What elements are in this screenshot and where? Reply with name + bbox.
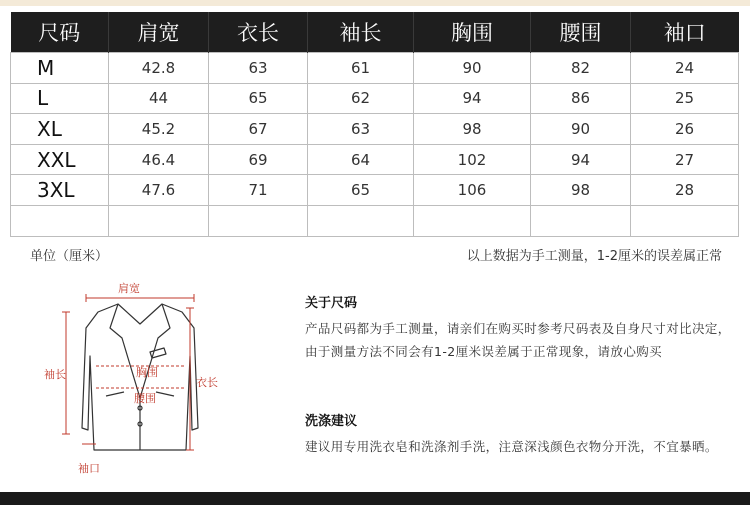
header-sleeve: 袖长 [308,12,414,53]
size-cell: XL [11,114,109,145]
table-cell [631,205,739,236]
unit-note: 单位（厘米） [30,249,109,264]
table-row [11,114,739,145]
table-row-empty [11,205,739,236]
table-cell: 61 [308,53,414,84]
table-cell: 28 [631,175,739,206]
table-cell [531,205,631,236]
size-cell: L [11,83,109,114]
table-cell: 46.4 [109,144,209,175]
table-cell [109,205,209,236]
label-length: 衣长 [196,376,218,389]
table-row [11,53,739,84]
bottom-bar [0,492,750,505]
label-cuff: 袖口 [78,462,100,475]
table-cell: 42.8 [109,53,209,84]
table-cell: 47.6 [109,175,209,206]
size-cell: M [11,53,109,84]
table-cell: 26 [631,114,739,145]
table-cell: 69 [209,144,308,175]
table-cell: 106 [414,175,531,206]
table-cell: 71 [209,175,308,206]
table-cell: 45.2 [109,114,209,145]
table-cell: 94 [531,144,631,175]
table-cell: 65 [308,175,414,206]
table-row [11,175,739,206]
measurement-note: 以上数据为手工测量，1-2厘米的误差属正常 [466,249,722,264]
table-cell: 90 [414,53,531,84]
header-length: 衣长 [209,12,308,53]
label-shoulder: 肩宽 [118,282,140,295]
table-cell: 44 [109,83,209,114]
table-cell: 94 [414,83,531,114]
size-cell: 3XL [11,175,109,206]
table-cell: 90 [531,114,631,145]
size-cell: XXL [11,144,109,175]
header-cuff: 袖口 [631,12,739,53]
header-chest: 胸围 [414,12,531,53]
table-cell [11,205,109,236]
table-cell: 98 [414,114,531,145]
label-waist: 腰围 [134,392,156,405]
label-chest: 胸围 [136,366,158,379]
table-row [11,83,739,114]
jacket-diagram [40,278,240,478]
label-sleeve: 袖长 [44,368,66,381]
wash-info-block [305,410,735,458]
table-cell: 67 [209,114,308,145]
table-cell [209,205,308,236]
table-cell: 64 [308,144,414,175]
table-cell: 65 [209,83,308,114]
header-waist: 腰围 [531,12,631,53]
table-cell [414,205,531,236]
wash-info-text: 建议用专用洗衣皂和洗涤剂手洗，注意深浅颜色衣物分开洗，不宜暴晒。 [305,439,718,454]
table-cell: 102 [414,144,531,175]
wash-info-title: 洗涤建议 [305,414,358,429]
table-cell: 63 [308,114,414,145]
table-cell: 82 [531,53,631,84]
table-cell: 62 [308,83,414,114]
size-chart-panel [0,6,750,498]
table-header-row [11,12,739,53]
table-cell: 25 [631,83,739,114]
size-info-block [305,292,735,363]
table-cell [308,205,414,236]
size-info-text: 产品尺码都为手工测量，请亲们在购买时参考尺码表及自身尺寸对比决定，由于测量方法不同会有1-2厘米误差属于正常现象，请放心购买 [305,321,731,359]
table-cell: 86 [531,83,631,114]
header-size: 尺码 [11,12,109,53]
table-cell: 63 [209,53,308,84]
size-table [10,12,739,237]
table-cell: 24 [631,53,739,84]
table-row [11,144,739,175]
size-info-title: 关于尺码 [305,296,358,311]
table-cell: 27 [631,144,739,175]
header-shoulder: 肩宽 [109,12,209,53]
table-cell: 98 [531,175,631,206]
